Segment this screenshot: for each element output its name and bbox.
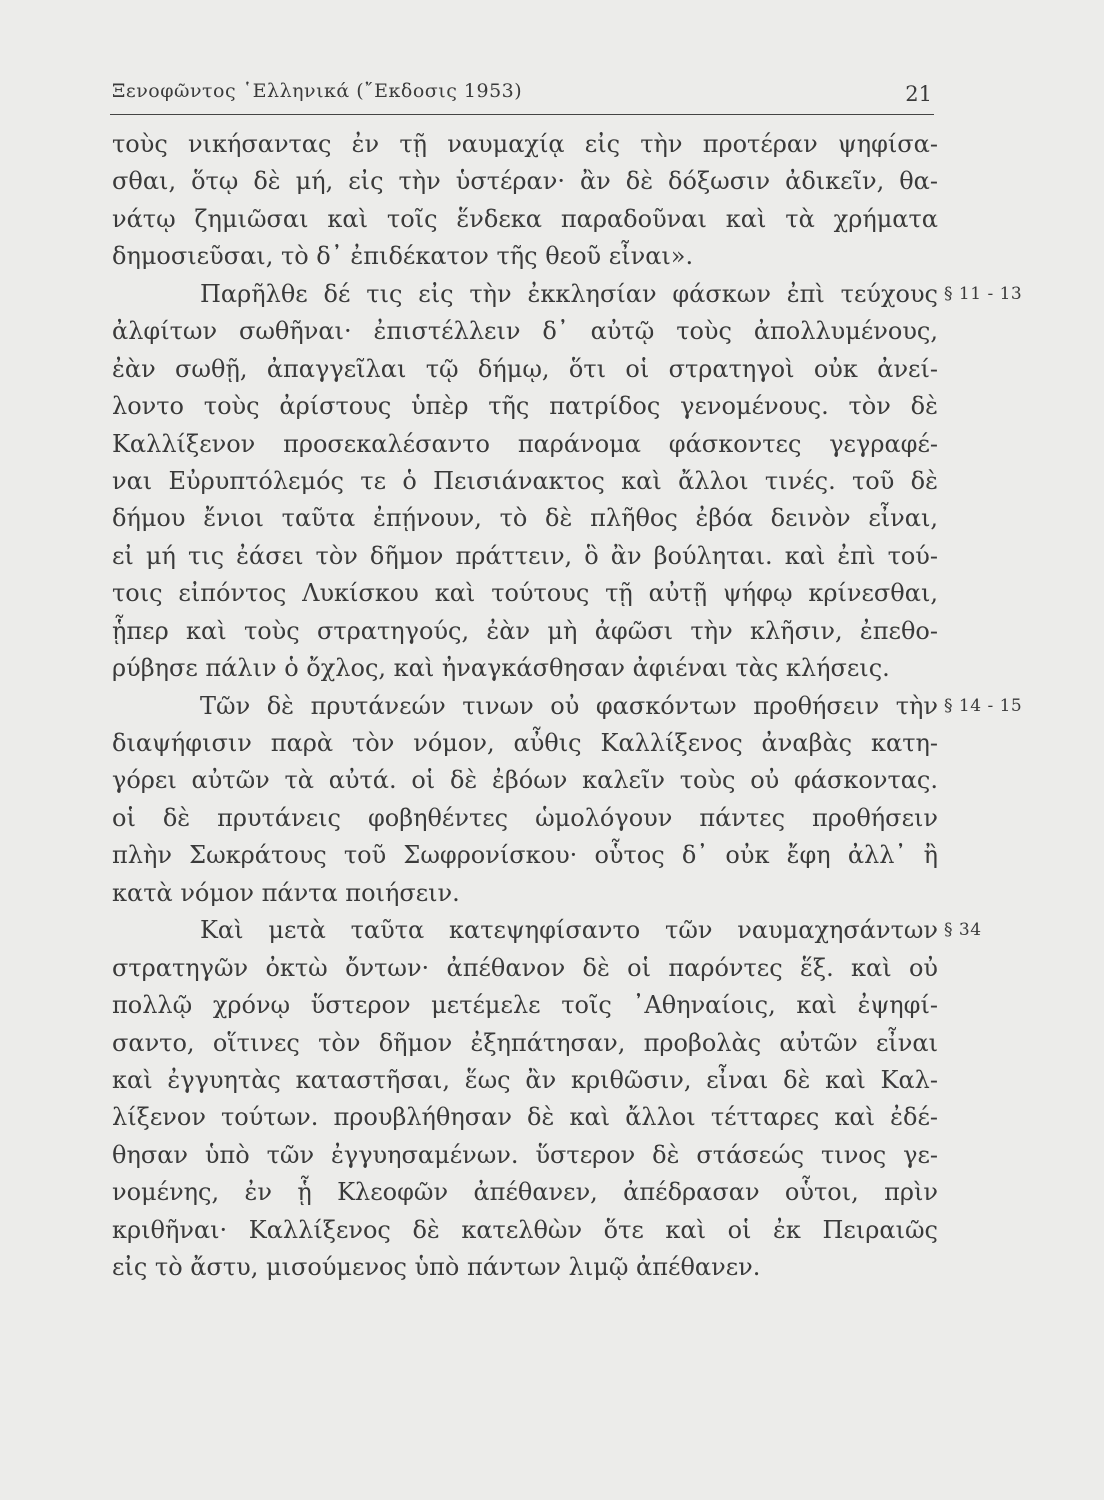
- section-reference: § 34: [944, 920, 982, 941]
- running-head: [112, 74, 934, 114]
- text-line: δήμου ἔνιοι ταῦτα ἐπῄνουν, τὸ δὲ πλῆθος ἐβόα δεινὸν εἶναι,: [112, 504, 938, 533]
- text-line: νάτῳ ζημιῶσαι καὶ τοῖς ἕνδεκα παραδοῦναι καὶ τὰ χρήματα: [112, 204, 938, 233]
- text-line: πλὴν Σωκράτους τοῦ Σωφρονίσκου· οὗτος δ᾽ οὐκ ἔφη ἀλλ᾽ ἢ: [112, 841, 938, 870]
- text-line: κατὰ νόμον πάντα ποιήσειν.: [112, 878, 460, 907]
- text-line: λοντο τοὺς ἀρίστους ὑπὲρ τῆς πατρίδος γενομένους. τὸν δὲ: [112, 392, 938, 421]
- text-line: ναι Εὐρυπτόλεμός τε ὁ Πεισιάνακτος καὶ ἄλλοι τινές. τοῦ δὲ: [112, 466, 938, 495]
- paragraph-4: [112, 912, 982, 1286]
- paragraph-2: [112, 276, 1023, 688]
- text-line-content: Καὶ μετὰ ταῦτα κατεψηφίσαντο τῶν ναυμαχησάντων: [200, 916, 938, 945]
- text-line: τοὺς νικήσαντας ἐν τῇ ναυμαχίᾳ εἰς τὴν προτέραν ψηφίσα-: [112, 130, 938, 158]
- text-line: οἱ δὲ πρυτάνεις φοβηθέντες ὡμολόγουν πάντες προθήσειν: [112, 803, 938, 832]
- text-line: ρύβησε πάλιν ὁ ὄχλος, καὶ ἠναγκάσθησαν ἀφιέναι τὰς κλήσεις.: [112, 654, 890, 683]
- text-line: [112, 688, 1023, 725]
- text-line: νομένης, ἐν ᾗ Κλεοφῶν ἀπέθανεν, ἀπέδρασαν οὗτοι, πρὶν: [112, 1178, 938, 1207]
- text-line: θησαν ὑπὸ τῶν ἐγγυησαμένων. ὕστερον δὲ στάσεώς τινος γε-: [112, 1140, 938, 1169]
- text-line: εἰς τὸ ἄστυ, μισούμενος ὑπὸ πάντων λιμῷ ἀπέθανεν.: [112, 1253, 761, 1282]
- header-rule: [110, 114, 934, 115]
- text-line: κριθῆναι· Καλλίξενος δὲ κατελθὼν ὅτε καὶ οἱ ἐκ Πειραιῶς: [112, 1215, 938, 1244]
- text-line: [112, 912, 982, 949]
- section-reference: § 14 - 15: [944, 695, 1023, 716]
- text-line: τοις εἰπόντος Λυκίσκου καὶ τούτους τῇ αὐτῇ ψήφῳ κρίνεσθαι,: [112, 579, 938, 608]
- text-line: ἀλφίτων σωθῆναι· ἐπιστέλλειν δ᾽ αὐτῷ τοὺς ἀπολλυμένους,: [112, 317, 938, 346]
- page-number: 21: [905, 82, 932, 106]
- text-line: ἐὰν σωθῇ, ἀπαγγεῖλαι τῷ δήμῳ, ὅτι οἱ στρατηγοὶ οὐκ ἀνεί-: [112, 354, 938, 383]
- text-line: λίξενον τούτων. προυβλήθησαν δὲ καὶ ἄλλοι τέτταρες καὶ ἐδέ-: [112, 1103, 938, 1132]
- body-text: [112, 126, 1023, 1287]
- text-line: σαντο, οἵτινες τὸν δῆμον ἐξηπάτησαν, προβολὰς αὐτῶν εἶναι: [112, 1028, 938, 1057]
- text-line: δημοσιεῦσαι, τὸ δ᾽ ἐπιδέκατον τῆς θεοῦ εἶναι».: [112, 242, 694, 271]
- text-line-content: Παρῆλθε δέ τις εἰς τὴν ἐκκλησίαν φάσκων ἐπὶ τεύχους: [200, 279, 938, 308]
- paragraph-1: [112, 126, 938, 276]
- text-line: σθαι, ὅτῳ δὲ μή, εἰς τὴν ὑστέραν· ἂν δὲ δόξωσιν ἀδικεῖν, θα-: [112, 167, 938, 196]
- text-line: γόρει αὐτῶν τὰ αὐτά. οἱ δὲ ἐβόων καλεῖν τοὺς οὐ φάσκοντας.: [112, 766, 938, 795]
- text-line: πολλῷ χρόνῳ ὕστερον μετέμελε τοῖς ᾽Αθηναίοις, καὶ ἐψηφί-: [112, 991, 938, 1020]
- running-title: Ξενοφῶντος ῾Ελληνικά (῎Εκδοσις 1953): [112, 80, 523, 102]
- text-line: εἰ μή τις ἐάσει τὸν δῆμον πράττειν, ὃ ἂν βούληται. καὶ ἐπὶ τού-: [112, 541, 938, 570]
- text-line: ᾗπερ καὶ τοὺς στρατηγούς, ἐὰν μὴ ἀφῶσι τὴν κλῆσιν, ἐπεθο-: [112, 616, 938, 645]
- text-line-content: Τῶν δὲ πρυτάνεών τινων οὐ φασκόντων προθήσειν τὴν: [200, 691, 938, 720]
- text-line: καὶ ἐγγυητὰς καταστῆσαι, ἕως ἂν κριθῶσιν, εἶναι δὲ καὶ Καλ-: [112, 1065, 938, 1094]
- text-line: στρατηγῶν ὀκτὼ ὄντων· ἀπέθανον δὲ οἱ παρόντες ἕξ. καὶ οὐ: [112, 953, 938, 982]
- text-line: [112, 276, 1023, 313]
- paragraph-3: [112, 688, 1023, 913]
- text-line: διαψήφισιν παρὰ τὸν νόμον, αὖθις Καλλίξενος ἀναβὰς κατη-: [112, 729, 938, 757]
- section-reference: § 11 - 13: [944, 283, 1023, 304]
- text-line: Καλλίξενον προσεκαλέσαντο παράνομα φάσκοντες γεγραφέ-: [112, 429, 938, 458]
